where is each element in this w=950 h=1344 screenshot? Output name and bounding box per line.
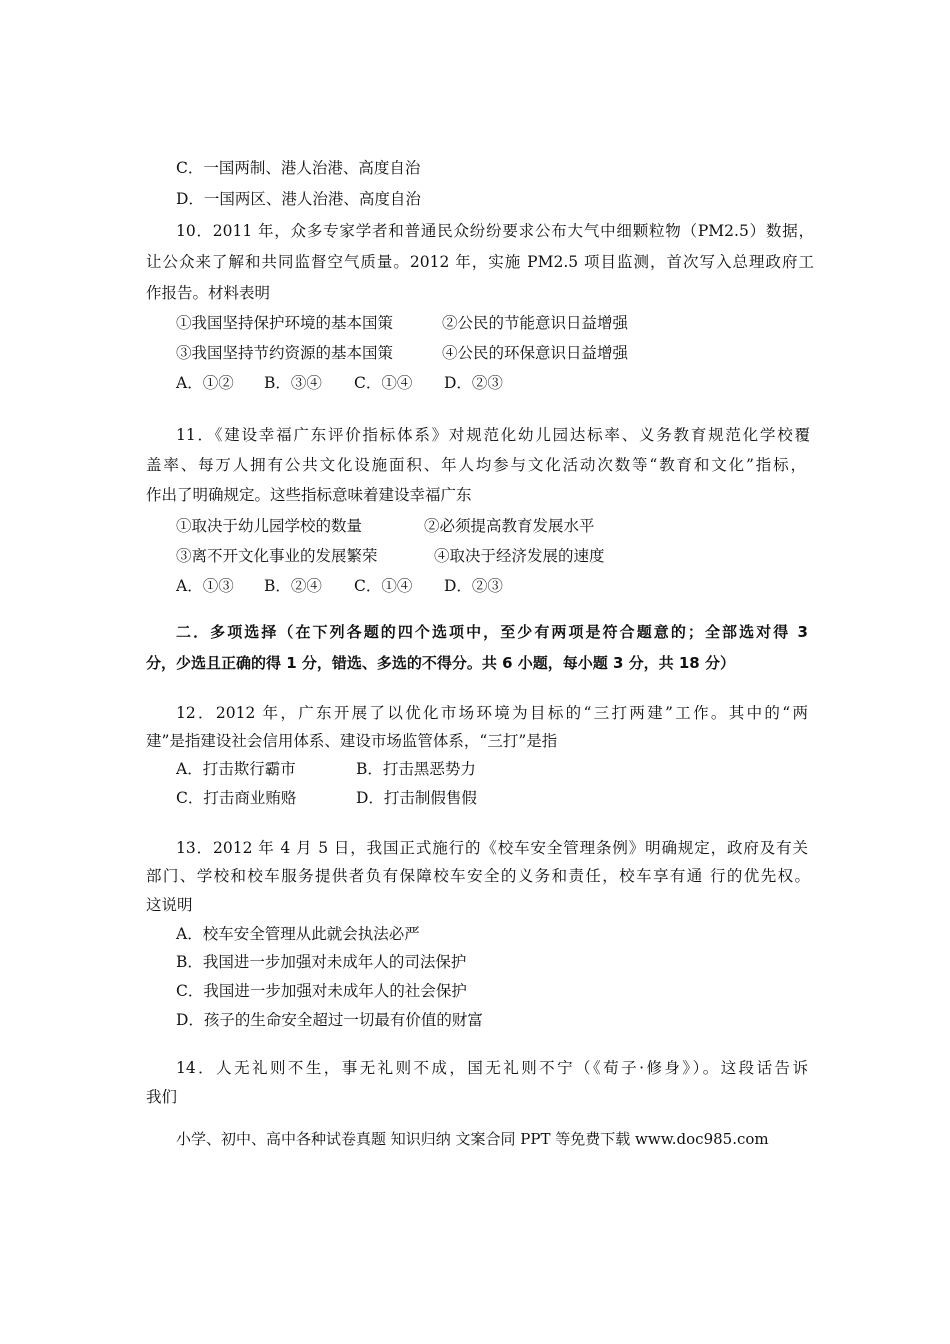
q10-choice-c: C．①④: [354, 374, 413, 392]
q11-choice-d: D．②③: [444, 577, 503, 595]
q12-option-d: D．打击制假售假: [356, 789, 477, 807]
q11-item-1: ①取决于幼儿园学校的数量: [176, 517, 363, 535]
q11-choice-c: C．①④: [354, 577, 413, 595]
q13-option-a: A．校车安全管理从此就会执法必严: [176, 925, 420, 943]
q11-item-4: ④取决于经济发展的速度: [434, 547, 605, 565]
section2-heading-line-1: 二．多项选择（在下列各题的四个选项中，至少有两项是符合题意的；全部选对得 3: [176, 623, 808, 641]
q10-item-4: ④公民的环保意识日益增强: [442, 344, 629, 362]
q10-stem-line-3: 作报告。材料表明: [146, 284, 271, 302]
q11-items-row-2: [176, 546, 844, 566]
q11-choices: [176, 576, 844, 596]
q9-option-d: D．一国两区、港人治港、高度自治: [176, 190, 421, 208]
q10-stem-line-1: 10．2011 年，众多专家学者和普通民众纷纷要求公布大气中细颗粒物（PM2.5）数据，: [176, 222, 814, 240]
q10-choices: [176, 373, 844, 393]
q13-option-d: D．孩子的生命安全超过一切最有价值的财富: [176, 1011, 483, 1029]
q11-choice-b: B．②④: [264, 577, 322, 595]
q13-option-c: C．我国进一步加强对未成年人的社会保护: [176, 982, 467, 1000]
q11-stem-line-2: 盖率、每万人拥有公共文化设施面积、年人均参与文化活动次数等“教育和文化”指标，: [146, 456, 806, 474]
q12-options-row-2: [176, 788, 844, 808]
q13-stem-line-2: 部门、学校和校车服务提供者负有保障校车安全的义务和责任，校车享有通 行的优先权。: [146, 867, 810, 885]
q10-items-row-1: [176, 313, 844, 333]
q10-item-3: ③我国坚持节约资源的基本国策: [176, 344, 394, 362]
q12-option-a: A．打击欺行霸市: [176, 760, 296, 778]
q10-stem-line-2: 让公众来了解和共同监督空气质量。2012 年，实施 PM2.5 项目监测，首次写入总理政府工: [146, 253, 814, 271]
q14-stem-line-1: 14．人无礼则不生，事无礼则不成，国无礼则不宁（《荀子·修身》）。这段话告诉: [176, 1059, 808, 1077]
q11-choice-a: A．①③: [176, 577, 234, 595]
q10-items-row-2: [176, 343, 844, 363]
q12-stem-line-2: 建”是指建设社会信用体系、建设市场监管体系，“三打”是指: [146, 732, 558, 750]
q12-option-c: C．打击商业贿赂: [176, 789, 297, 807]
q12-options-row-1: [176, 759, 844, 779]
q10-choice-a: A．①②: [176, 374, 234, 392]
q12-option-b: B．打击黑恶势力: [356, 760, 476, 778]
q11-stem-line-3: 作出了明确规定。这些指标意味着建设幸福广东: [146, 486, 472, 504]
q11-item-2: ②必须提高教育发展水平: [424, 517, 595, 535]
section2-heading-line-2: 分，少选且正确的得 1 分，错选、多选的不得分。共 6 小题，每小题 3 分，共 18 分）: [146, 654, 735, 672]
q10-choice-b: B．③④: [264, 374, 322, 392]
q13-stem-line-3: 这说明: [146, 896, 193, 914]
q11-stem-line-1: 11．《建设幸福广东评价指标体系》对规范化幼儿园达标率、义务教育规范化学校覆: [176, 426, 810, 444]
q13-stem-line-1: 13．2012 年 4 月 5 日，我国正式施行的《校车安全管理条例》明确规定，政府及有关: [176, 839, 808, 857]
q10-choice-d: D．②③: [444, 374, 503, 392]
q12-stem-line-1: 12．2012 年，广东开展了以优化市场环境为目标的“三打两建”工作。其中的“两: [176, 704, 808, 722]
page-footer: 小学、初中、高中各种试卷真题 知识归纳 文案合同 PPT 等免费下载 www.doc985.com: [176, 1130, 769, 1148]
q11-items-row-1: [176, 516, 844, 536]
q14-stem-line-2: 我们: [146, 1088, 178, 1106]
q10-item-2: ②公民的节能意识日益增强: [442, 314, 629, 332]
q13-option-b: B．我国进一步加强对未成年人的司法保护: [176, 953, 467, 971]
q11-item-3: ③离不开文化事业的发展繁荣: [176, 547, 378, 565]
q10-item-1: ①我国坚持保护环境的基本国策: [176, 314, 394, 332]
q9-option-c: C．一国两制、港人治港、高度自治: [176, 159, 421, 177]
